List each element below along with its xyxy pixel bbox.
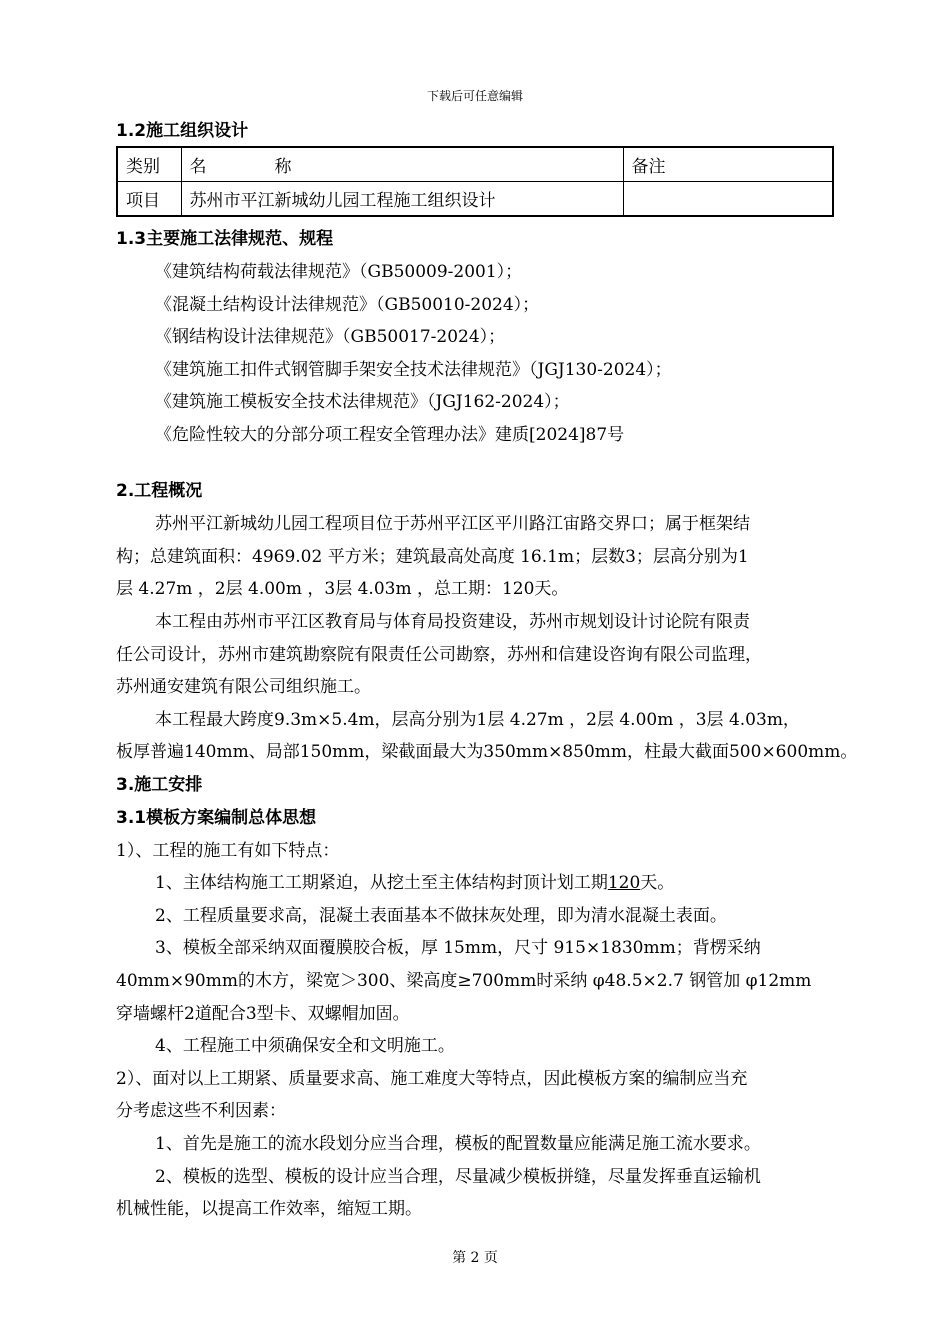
list-heading: 2）、面对以上工期紧、质量要求高、施工难度大等特点，因此模板方案的编制应当充 bbox=[116, 1069, 748, 1089]
regulation-item: 《混凝土结构设计法律规范》（GB50010-2024）； bbox=[155, 295, 540, 315]
paragraph-line: 板厚普遍140mm、局部150mm，梁截面最大为350mm×850mm，柱最大截面500×600mm。 bbox=[116, 742, 858, 762]
section-title-1-2: 1.2施工组织设计 bbox=[116, 121, 249, 141]
list-item: 1、首先是施工的流水段划分应当合理，模板的配置数量应能满足施工流水要求。 bbox=[155, 1134, 761, 1154]
duration-number: 120 bbox=[607, 873, 641, 893]
paragraph-line: 本工程最大跨度9.3m×5.4m，层高分别为1层 4.27m ，2层 4.00m ，3层 4.03m， bbox=[155, 710, 800, 730]
list-item-cont: 40mm×90mm的木方，梁宽＞300、梁高度≥700mm时采纳 φ48.5×2.7 钢管加 φ12mm bbox=[116, 971, 812, 991]
table-header-cell: 类别 bbox=[117, 147, 181, 182]
list-item-cont: 穿墙螺杆2道配合3型卡、双螺帽加固。 bbox=[116, 1004, 410, 1024]
table-cell bbox=[623, 182, 833, 217]
list-heading: 1）、工程的施工有如下特点： bbox=[116, 841, 340, 861]
regulation-item: 《建筑结构荷载法律规范》（GB50009-2001）； bbox=[155, 262, 523, 282]
design-table bbox=[116, 146, 834, 217]
paragraph-line: 层 4.27m ，2层 4.00m ，3层 4.03m ，总工期：120天。 bbox=[116, 579, 569, 599]
paragraph-line: 任公司设计，苏州市建筑勘察院有限责任公司勘察，苏州和信建设咨询有限公司监理， bbox=[116, 645, 762, 665]
regulation-item: 《建筑施工扣件式钢管脚手架安全技术法律规范》（JGJ130-2024）； bbox=[155, 360, 672, 380]
list-item-text: 天。 bbox=[640, 873, 675, 893]
list-item: 2、工程质量要求高，混凝土表面基本不做抹灰处理，即为清水混凝土表面。 bbox=[155, 906, 727, 926]
paragraph-line: 本工程由苏州市平江区教育局与体育局投资建设，苏州市规划设计讨论院有限责 bbox=[155, 612, 750, 632]
list-heading-cont: 分考虑这些不利因素： bbox=[116, 1101, 286, 1121]
header-note: 下载后可任意编辑 bbox=[426, 89, 523, 103]
section-title-3: 3.施工安排 bbox=[116, 775, 203, 795]
list-item-cont: 机械性能，以提高工作效率，缩短工期。 bbox=[116, 1199, 422, 1219]
list-item bbox=[155, 868, 674, 893]
table-cell: 苏州市平江新城幼儿园工程施工组织设计 bbox=[181, 182, 623, 217]
table-header-row bbox=[117, 147, 833, 182]
table-header-cell: 名 称 bbox=[181, 147, 623, 182]
section-title-3-1: 3.1模板方案编制总体思想 bbox=[116, 808, 317, 828]
paragraph-line: 苏州通安建筑有限公司组织施工。 bbox=[116, 677, 371, 697]
table-row bbox=[117, 182, 833, 217]
paragraph-line: 构；总建筑面积：4969.02 平方米；建筑最高处高度 16.1m；层数3；层高分别为1 bbox=[116, 547, 749, 567]
section-title-1-3: 1.3主要施工法律规范、规程 bbox=[116, 229, 334, 249]
regulation-item: 《钢结构设计法律规范》（GB50017-2024）； bbox=[155, 327, 506, 347]
list-item: 4、工程施工中须确保安全和文明施工。 bbox=[155, 1036, 455, 1056]
regulation-item: 《危险性较大的分部分项工程安全管理办法》建质[2024]87号 bbox=[155, 425, 625, 445]
section-title-2: 2.工程概况 bbox=[116, 481, 203, 501]
page-number: 第 2 页 bbox=[452, 1250, 498, 1266]
table-cell: 项目 bbox=[117, 182, 181, 217]
paragraph-line: 苏州平江新城幼儿园工程项目位于苏州平江区平川路江宙路交界口；属于框架结 bbox=[155, 514, 750, 534]
table-header-cell: 备注 bbox=[623, 147, 833, 182]
list-item: 2、模板的选型、模板的设计应当合理，尽量减少模板拼缝，尽量发挥垂直运输机 bbox=[155, 1167, 761, 1187]
list-item: 3、模板全部采纳双面覆膜胶合板，厚 15mm，尺寸 915×1830mm；背楞采纳 bbox=[155, 938, 761, 958]
list-item-text: 1、主体结构施工工期紧迫，从挖土至主体结构封顶计划工期 bbox=[155, 873, 608, 893]
regulation-item: 《建筑施工模板安全技术法律规范》（JGJ162-2024）； bbox=[155, 392, 570, 412]
